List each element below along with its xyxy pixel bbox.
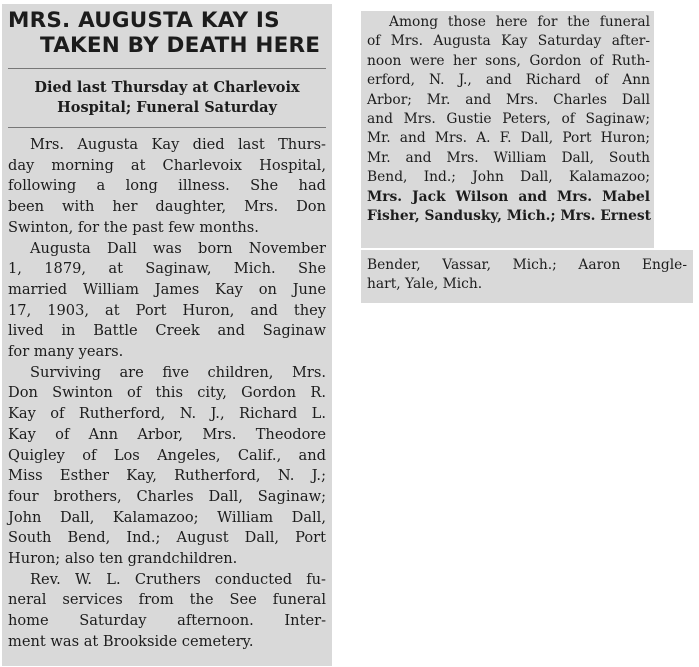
subheadline-divider [8, 127, 326, 128]
continuation-line: Bend, Ind.; John Dall, Kalamazoo; [367, 169, 650, 186]
body-line: four brothers, Charles Dall, Saginaw; [8, 487, 326, 505]
continuation-line: Mr. and Mrs. William Dall, South [367, 149, 650, 166]
body-line: lived in Battle Creek and Saginaw [8, 322, 326, 340]
body-line: ment was at Brookside cemetery. [8, 632, 254, 650]
continuation-line: Among those here for the funeral [389, 14, 650, 30]
continuation-line: Mrs. Jack Wilson and Mrs. Mabel [367, 188, 650, 205]
body-line: John Dall, Kalamazoo; William Dall, [8, 508, 326, 526]
body-line: Miss Esther Kay, Rutherford, N. J.; [8, 467, 326, 485]
body-line: Augusta Dall was born November [30, 239, 326, 257]
body-line: neral services from the See funeral [8, 591, 326, 609]
headline-line: MRS. AUGUSTA KAY IS [8, 8, 280, 33]
body-line: Mrs. Augusta Kay died last Thurs- [30, 136, 326, 153]
body-line: Kay of Ann Arbor, Mrs. Theodore [8, 425, 326, 443]
continuation-line: erford, N. J., and Richard of Ann [367, 72, 650, 89]
body-line: been with her daughter, Mrs. Don [8, 198, 326, 216]
continuation-line: of Mrs. Augusta Kay Saturday after- [367, 33, 650, 50]
continuation-line: Arbor; Mr. and Mrs. Charles Dall [367, 91, 650, 108]
headline-divider [8, 68, 326, 69]
continuation-line: Mr. and Mrs. A. F. Dall, Port Huron; [367, 130, 650, 147]
body-line: following a long illness. She had [8, 177, 326, 195]
article-body [8, 135, 326, 653]
body-line: 17, 1903, at Port Huron, and they [8, 301, 326, 319]
body-line: 1, 1879, at Saginaw, Mich. She [8, 260, 326, 278]
body-line: for many years. [8, 343, 124, 361]
body-line: Huron; also ten grandchildren. [8, 550, 238, 568]
body-line: Rev. W. L. Cruthers conducted fu- [30, 570, 326, 588]
subheadline [8, 78, 326, 118]
subheadline-line: Hospital; Funeral Saturday [57, 99, 277, 116]
subheadline-line: Died last Thursday at Charlevoix [34, 79, 300, 96]
body-line: Surviving are five children, Mrs. [30, 363, 326, 381]
continuation-line: Fisher, Sandusky, Mich.; Mrs. Ernest [367, 208, 652, 225]
continuation-line: and Mrs. Gustie Peters, of Saginaw; [367, 111, 650, 128]
continuation-line: noon were her sons, Gordon of Ruth- [367, 52, 650, 69]
body-line: Quigley of Los Angeles, Calif., and [8, 446, 326, 464]
continuation-line: hart, Yale, Mich. [367, 276, 483, 293]
funeral-attendees-clipping [361, 11, 654, 248]
headline-line: TAKEN BY DEATH HERE [40, 33, 321, 58]
headline [8, 8, 326, 58]
continuation-line: Bender, Vassar, Mich.; Aaron Engle- [367, 257, 687, 273]
body-line: home Saturday afternoon. Inter- [8, 612, 326, 630]
body-line: Kay of Rutherford, N. J., Richard L. [8, 405, 326, 423]
obituary-article-clipping [2, 4, 332, 666]
body-line: married William James Kay on June [8, 280, 326, 298]
body-line: Swinton, for the past few months. [8, 218, 259, 236]
funeral-attendees-continued-clipping [361, 250, 693, 303]
body-line: Don Swinton of this city, Gordon R. [8, 384, 326, 402]
body-line: day morning at Charlevoix Hospital, [8, 156, 326, 174]
body-line: South Bend, Ind.; August Dall, Port [8, 529, 326, 547]
